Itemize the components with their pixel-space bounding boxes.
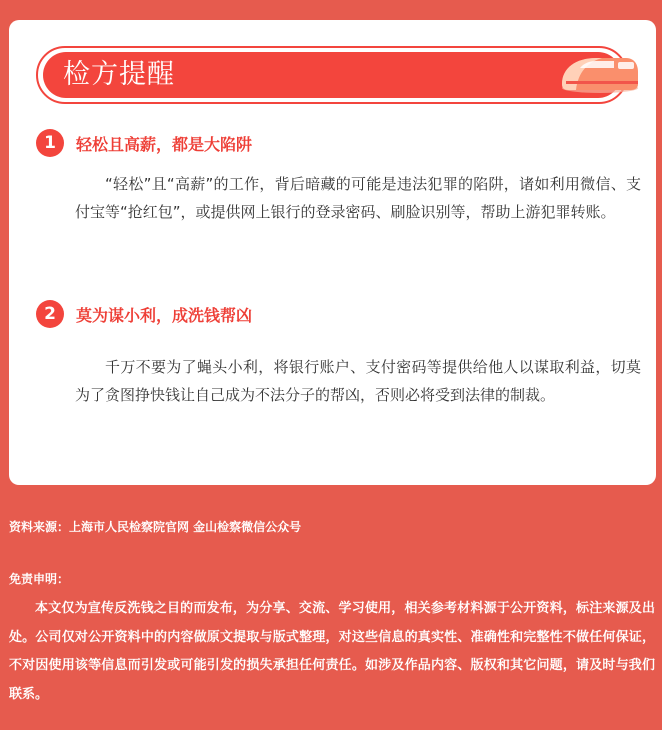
section-number-badge: 1 — [36, 129, 64, 157]
section-number-badge: 2 — [36, 300, 64, 328]
section-heading-1 — [36, 129, 252, 157]
section-paragraph: “轻松”且“高薪”的工作，背后暗藏的可能是违法犯罪的陷阱，诸如利用微信、支付宝等“抢红包”，或提供网上银行的登录密码、刷脸识别等，帮助上游犯罪转账。 — [75, 175, 641, 221]
section-title: 莫为谋小利，成洗钱帮凶 — [76, 305, 253, 325]
section-title: 轻松且高薪，都是大陷阱 — [76, 134, 253, 154]
source-note: 资料来源：上海市人民检察院官网 金山检察微信公众号 — [9, 520, 302, 534]
section-heading-2 — [36, 300, 252, 328]
title-banner — [36, 46, 628, 104]
disclaimer-label: 免责申明： — [9, 572, 70, 586]
bullet-train-icon — [556, 54, 640, 96]
banner-title: 检方提醒 — [63, 59, 175, 90]
section-paragraph: 千万不要为了蝇头小利，将银行账户、支付密码等提供给他人以谋取利益，切莫为了贪图挣快钱让自己成为不法分子的帮凶，否则必将受到法律的制裁。 — [75, 358, 641, 404]
disclaimer-text: 本文仅为宣传反洗钱之目的而发布，为分享、交流、学习使用，相关参考材料源于公开资料，标注来源及出处。公司仅对公开资料中的内容做原文提取与版式整理，对这些信息的真实性、准确性和完整性不做任何保证，不对因使用该等信息而引发或可能引发的损失承担任何责任。如涉及作品内容、版权和其它问题，请及时与我们联系。 — [9, 601, 655, 702]
